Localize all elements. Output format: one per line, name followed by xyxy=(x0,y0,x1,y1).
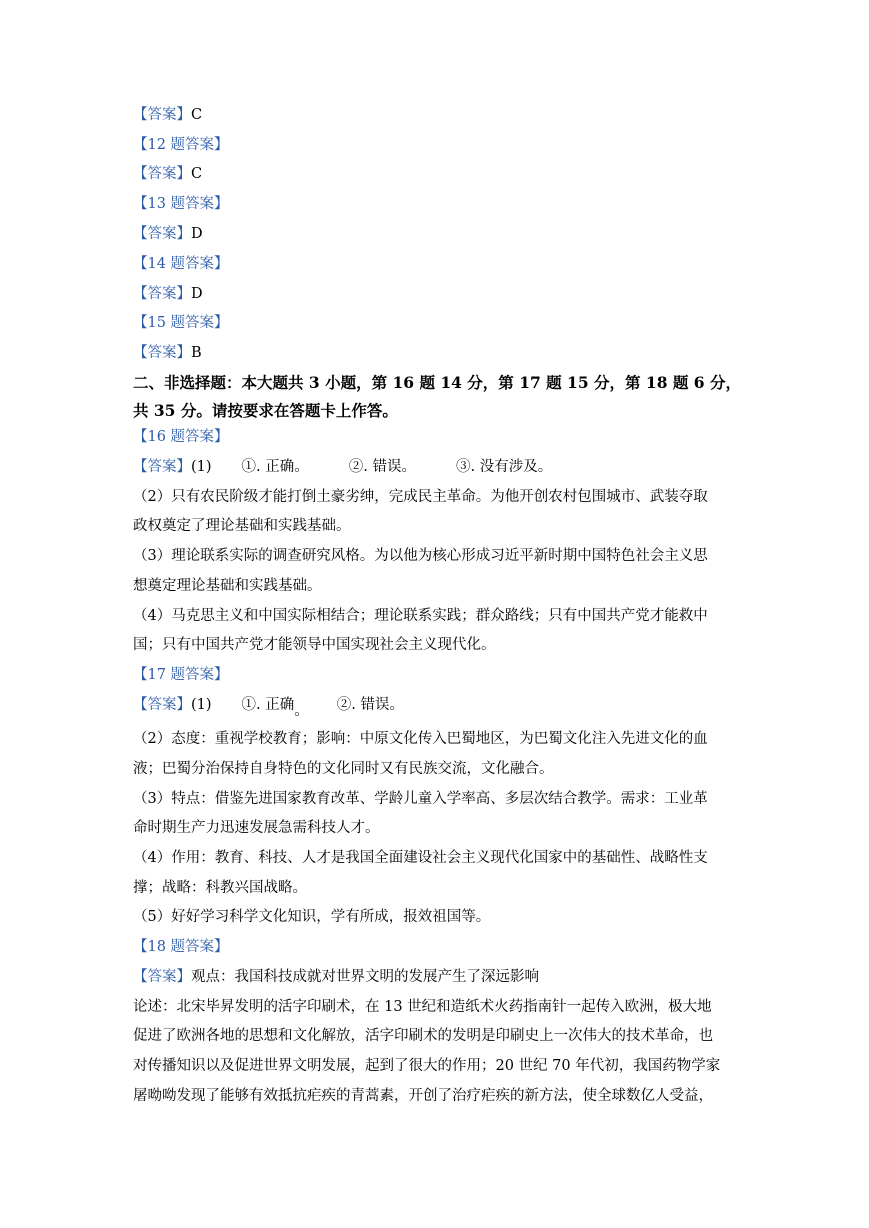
paragraph-line: 想奠定理论基础和实践基础。 xyxy=(133,578,322,594)
paragraph-line: 命时期生产力迅速发展急需科技人才。 xyxy=(133,820,380,836)
paragraph-line: （2）态度：重视学校教育；影响：中原文化传入巴蜀地区，为巴蜀文化注入先进文化的血 xyxy=(133,731,708,747)
answer-tag: 【答案】 xyxy=(133,107,191,123)
paragraph-line: 对传播知识以及促进世界文明发展，起到了很大的作用；20 世纪 70 年代初，我国药物学家 xyxy=(133,1058,721,1074)
paragraph-line: （4）马克思主义和中国实际相结合；理论联系实践；群众路线；只有中国共产党才能救中 xyxy=(133,608,708,624)
answer-value: C xyxy=(191,107,203,123)
question-heading: 【17 题答案】 xyxy=(133,667,229,683)
answer-tag: 【答案】 xyxy=(133,166,191,182)
answer-value: C xyxy=(191,166,203,182)
question-heading: 【16 题答案】 xyxy=(133,429,229,445)
paragraph-line: （4）作用：教育、科技、人才是我国全面建设社会主义现代化国家中的基础性、战略性支 xyxy=(133,850,708,866)
paragraph-line: 撑；战略：科教兴国战略。 xyxy=(133,880,307,896)
answer-tag: 【答案】 xyxy=(133,459,191,475)
answer-line: 【答案】(1) ①. 正确。 ②. 错误。 xyxy=(133,697,404,719)
question-heading: 【12 题答案】 xyxy=(133,137,229,153)
paragraph-line: （5）好好学习科学文化知识，学有所成，报效祖国等。 xyxy=(133,909,491,925)
paragraph-line: 促进了欧洲各地的思想和文化解放，活字印刷术的发明是印刷史上一次伟大的技术革命，也 xyxy=(133,1028,713,1044)
answer-value: D xyxy=(191,226,203,242)
question-heading: 【13 题答案】 xyxy=(133,196,229,212)
paragraph-line: 政权奠定了理论基础和实践基础。 xyxy=(133,518,351,534)
question-heading: 【18 题答案】 xyxy=(133,939,229,955)
answer-line: 【答案】观点：我国科技成就对世界文明的发展产生了深远影响 xyxy=(133,969,539,985)
answer-line xyxy=(133,164,202,184)
paragraph-line: 国；只有中国共产党才能领导中国实现社会主义现代化。 xyxy=(133,637,496,653)
paragraph-line: 屠呦呦发现了能够有效抵抗疟疾的青蒿素，开创了治疗疟疾的新方法，使全球数亿人受益， xyxy=(133,1088,713,1104)
answer-tag: 【答案】 xyxy=(133,286,191,302)
question-heading: 【15 题答案】 xyxy=(133,315,229,331)
answer-line: 【答案】(1) ①. 正确。 ②. 错误。 ③. 没有涉及。 xyxy=(133,459,553,475)
answer-tag: 【答案】 xyxy=(133,345,191,361)
question-heading: 【14 题答案】 xyxy=(133,256,229,272)
paragraph-line: 液；巴蜀分治保持自身特色的文化同时又有民族交流，文化融合。 xyxy=(133,761,554,777)
paragraph-line: （3）特点：借鉴先进国家教育改革、学龄儿童入学率高、多层次结合教学。需求：工业革 xyxy=(133,791,708,807)
section-title: 二、非选择题：本大题共 3 小题，第 16 题 14 分，第 17 题 15 分，第 18 题 6 分， xyxy=(133,373,741,392)
answer-tag: 【答案】 xyxy=(133,969,191,985)
answer-value: B xyxy=(191,345,202,361)
answer-line xyxy=(133,284,203,304)
paragraph-line: （2）只有农民阶级才能打倒土豪劣绅，完成民主革命。为他开创农村包围城市、武装夺取 xyxy=(133,489,708,505)
answer-line xyxy=(133,343,202,363)
answer-line xyxy=(133,224,203,244)
answer-line xyxy=(133,105,202,125)
answer-tag: 【答案】 xyxy=(133,226,191,242)
paragraph-line: （3）理论联系实际的调查研究风格。为以他为核心形成习近平新时期中国特色社会主义思 xyxy=(133,548,708,564)
paragraph-line: 论述：北宋毕昇发明的活字印刷术，在 13 世纪和造纸术火药指南针一起传入欧洲，极大地 xyxy=(133,999,712,1015)
answer-tag: 【答案】 xyxy=(133,697,191,713)
answer-value: D xyxy=(191,286,203,302)
section-title-cont: 共 35 分。请按要求在答题卡上作答。 xyxy=(133,401,398,420)
